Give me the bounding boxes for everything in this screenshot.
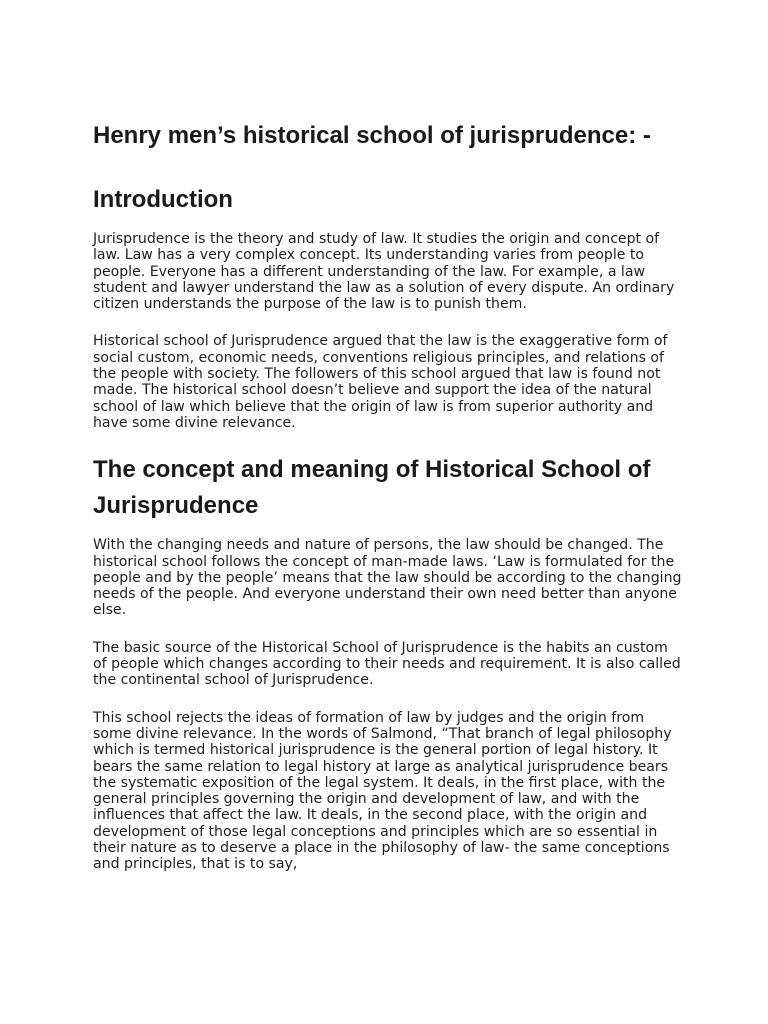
paragraph: Jurisprudence is the theory and study of law. It studies the origin and concept of law. Law has a very complex concept. Its understanding varies from people to people. Everyone has a different understanding of the law. For example, a law student and lawyer understand the law as a solution of every dispute. An ordinary citizen understands the purpose of the law is to punish them. <box>93 231 675 313</box>
paragraph: Historical school of Jurisprudence argued that the law is the exaggerative form of social custom, economic needs, conventions religious principles, and relations of the people with society. The followers of this school argued that law is found not made. The historical school doesn’t believe and support the idea of the natural school of law which believe that the origin of law is from superior authority and have some divine relevance. <box>93 333 668 431</box>
section-heading-concept: The concept and meaning of Historical School of Jurisprudence <box>93 456 651 520</box>
section-heading-introduction: Introduction <box>93 186 233 213</box>
document-content <box>93 118 683 894</box>
paragraph: The basic source of the Historical School of Jurisprudence is the habits an custom of people which changes according to their needs and requirement. It is also called the continental school of Jurisprudence. <box>93 639 681 689</box>
paragraph: This school rejects the ideas of formation of law by judges and the origin from some divine relevance. In the words of Salmond, “That branch of legal philosophy which is termed historical jurisprudence is the general portion of legal history. It bears the same relation to legal history at large as analytical jurisprudence bears the systematic exposition of the legal system. It deals, in the first place, with the general principles governing the origin and development of law, and with the influences that affect the law. It deals, in the second place, with the origin and development of those legal conceptions and principles which are so essential in their nature as to deserve a place in the philosophy of law- the same conceptions and principles, that is to say, <box>93 709 672 873</box>
paragraph: With the changing needs and nature of persons, the law should be changed. The historical school follows the concept of man-made laws. ‘Law is formulated for the people and by the people’ means that the law should be according to the changing needs of the people. And everyone understand their own need better than anyone else. <box>93 537 682 619</box>
document-title: Henry men’s historical school of jurisprudence: - <box>93 122 651 149</box>
